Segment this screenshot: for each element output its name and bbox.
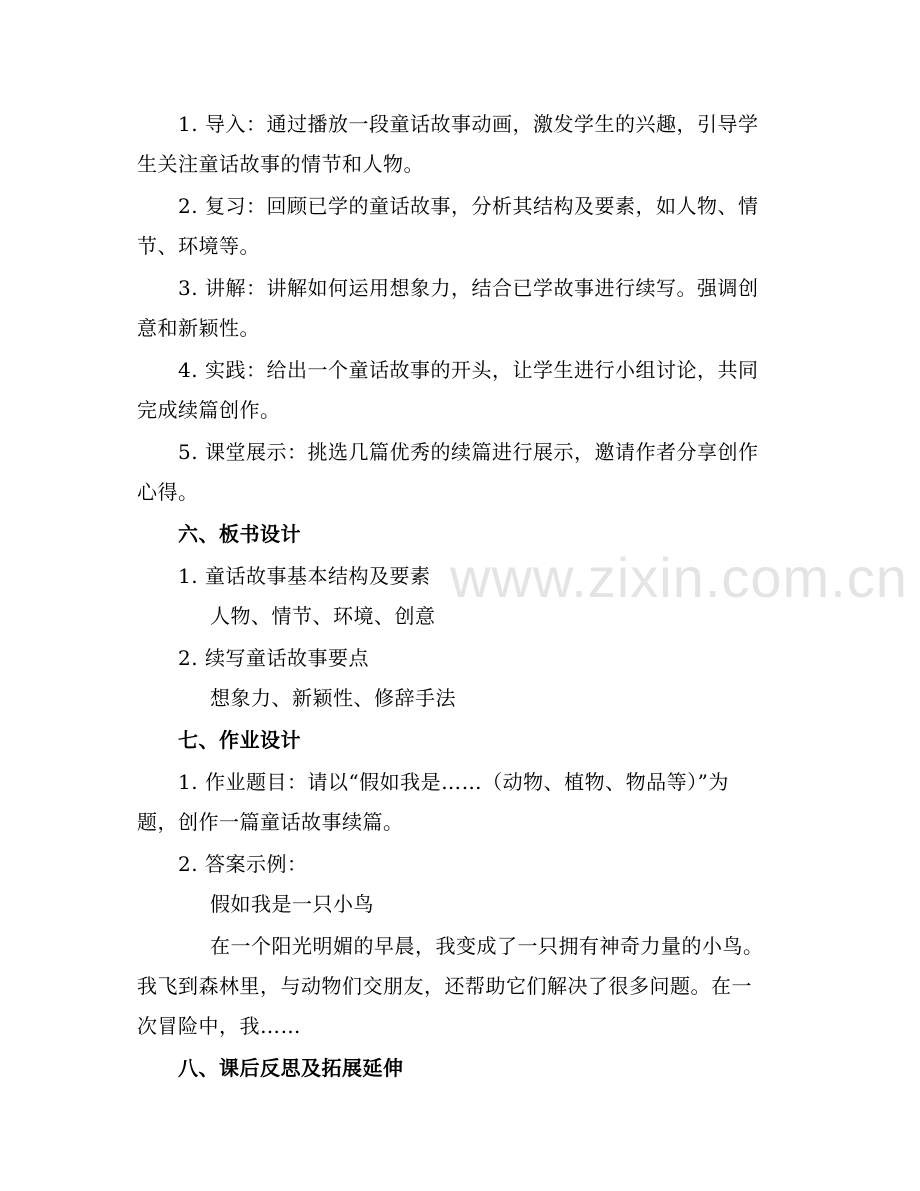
board-item-2: 2. 续写童话故事要点 bbox=[178, 646, 369, 670]
homework-item-1-line-2: 题，创作一篇童话故事续篇。 bbox=[137, 810, 404, 834]
procedure-item-5-line-2: 心得。 bbox=[137, 480, 199, 504]
section-heading-board-design: 六、板书设计 bbox=[178, 522, 301, 546]
procedure-item-2-line-1: 2. 复习：回顾已学的童话故事，分析其结构及要素，如人物、情 bbox=[178, 194, 759, 218]
board-item-2-detail: 想象力、新颖性、修辞手法 bbox=[210, 686, 456, 710]
section-heading-homework: 七、作业设计 bbox=[178, 728, 301, 752]
example-paragraph-line-1: 在一个阳光明媚的早晨，我变成了一只拥有神奇力量的小鸟。 bbox=[210, 934, 764, 958]
procedure-item-5-line-1: 5. 课堂展示：挑选几篇优秀的续篇进行展示，邀请作者分享创作 bbox=[178, 440, 759, 464]
homework-item-1-line-1: 1. 作业题目：请以“假如我是……（动物、植物、物品等）”为 bbox=[178, 770, 729, 794]
procedure-item-1-line-1: 1. 导入：通过播放一段童话故事动画，激发学生的兴趣，引导学 bbox=[178, 112, 759, 136]
procedure-item-4-line-1: 4. 实践：给出一个童话故事的开头，让学生进行小组讨论，共同 bbox=[178, 358, 759, 382]
procedure-item-3-line-2: 意和新颖性。 bbox=[137, 316, 260, 340]
procedure-item-2-line-2: 节、环境等。 bbox=[137, 234, 260, 258]
watermark: www.zixin.com.cn bbox=[450, 546, 908, 609]
example-title: 假如我是一只小鸟 bbox=[210, 892, 374, 916]
section-heading-reflection: 八、课后反思及拓展延伸 bbox=[178, 1056, 404, 1080]
board-item-1: 1. 童话故事基本结构及要素 bbox=[178, 564, 431, 588]
procedure-item-3-line-1: 3. 讲解：讲解如何运用想象力，结合已学故事进行续写。强调创 bbox=[178, 276, 759, 300]
homework-item-2: 2. 答案示例： bbox=[178, 852, 308, 876]
board-item-1-detail: 人物、情节、环境、创意 bbox=[210, 604, 436, 628]
example-paragraph-line-3: 次冒险中，我…… bbox=[137, 1014, 301, 1038]
example-paragraph-line-2: 我飞到森林里，与动物们交朋友，还帮助它们解决了很多问题。在一 bbox=[137, 974, 752, 998]
procedure-item-1-line-2: 生关注童话故事的情节和人物。 bbox=[137, 152, 424, 176]
procedure-item-4-line-2: 完成续篇创作。 bbox=[137, 398, 281, 422]
